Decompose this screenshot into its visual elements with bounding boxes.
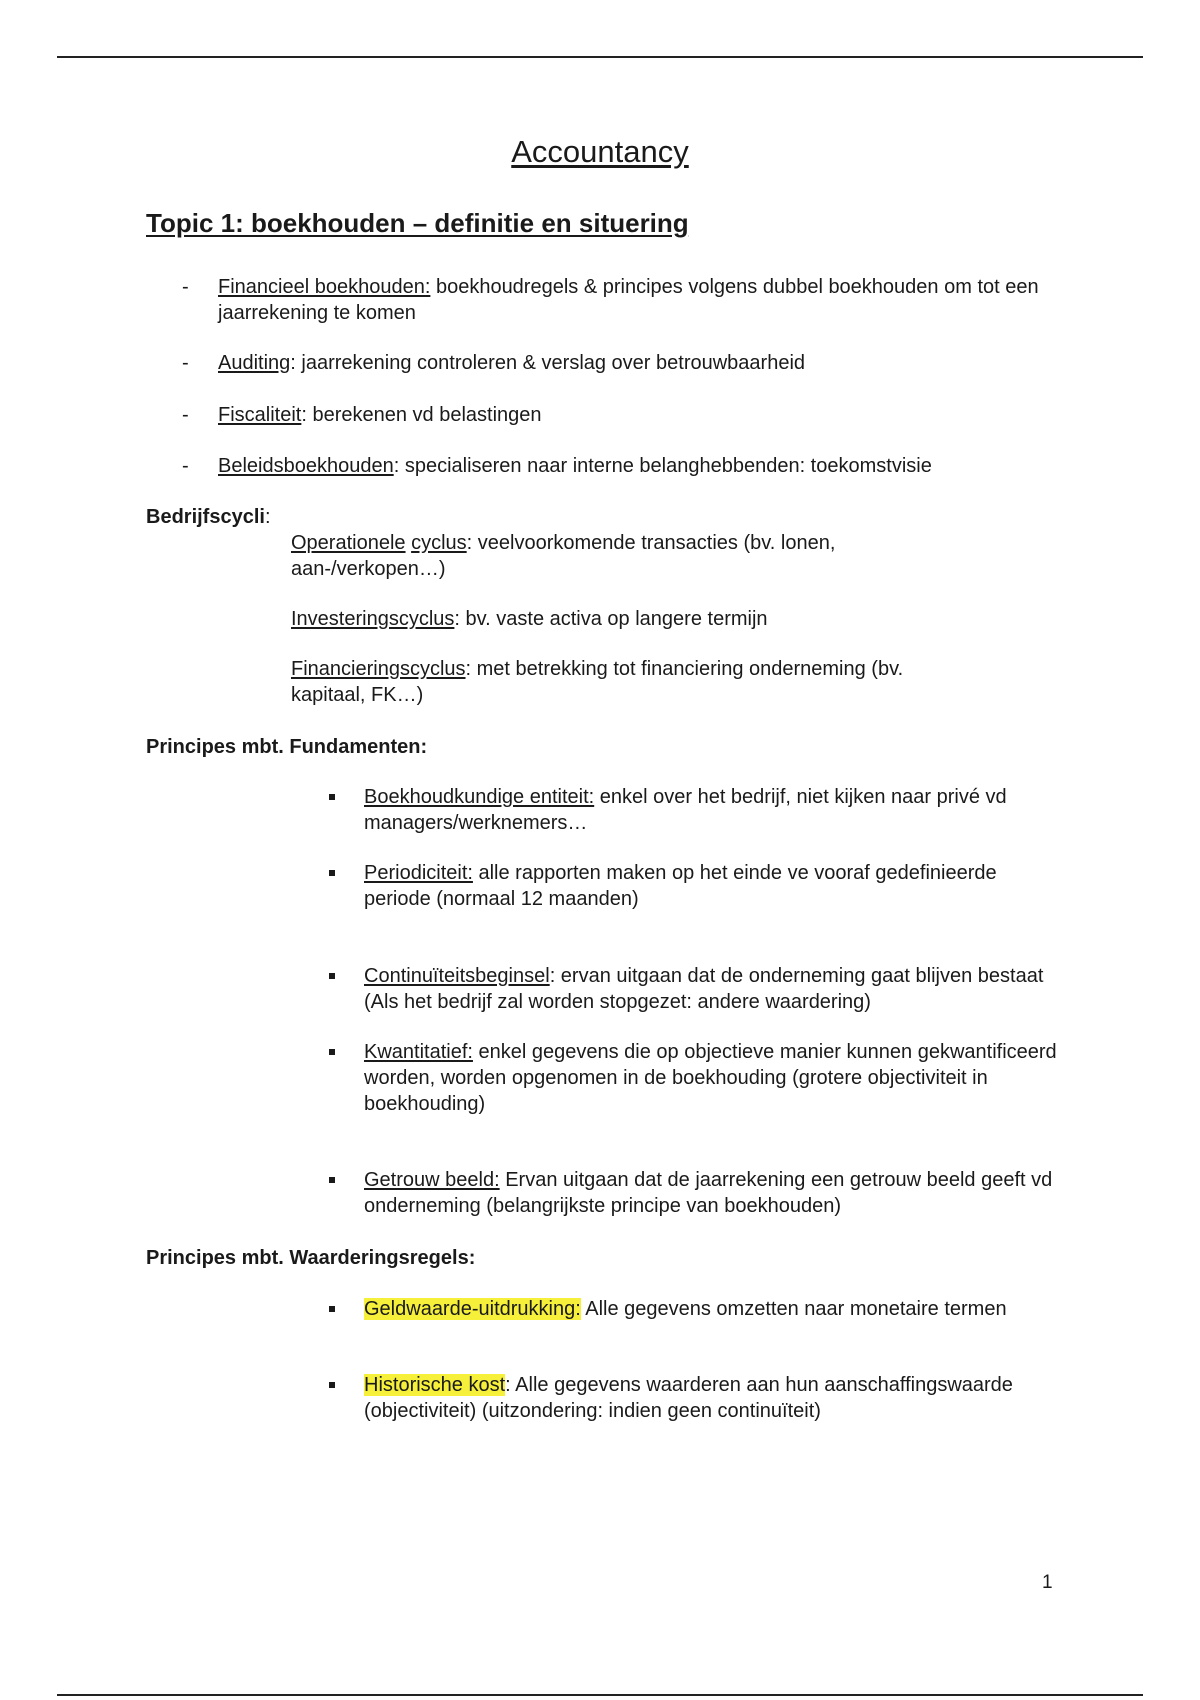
square-bullet-icon <box>329 870 335 876</box>
definition: : bv. vaste activa op langere termijn <box>454 608 768 630</box>
definition: enkel over het bedrijf, niet kijken naar privé vd managers/werknemers… <box>364 786 1007 834</box>
definition: enkel gegevens die op objectieve manier kunnen gekwantificeerd worden, worden opgenomen in de boekhouding (grotere objectiviteit in boekhouding) <box>364 1041 1057 1115</box>
list-item <box>364 860 1064 912</box>
dash-marker: - <box>182 455 189 477</box>
dash-marker: - <box>182 404 189 426</box>
list-item <box>291 606 951 632</box>
list-item <box>291 530 951 582</box>
dash-marker: - <box>182 352 189 374</box>
definition: : met betrekking tot financiering onderneming (bv. kapitaal, FK…) <box>291 658 904 706</box>
definition: : specialiseren naar interne belanghebbenden: toekomstvisie <box>393 455 932 477</box>
square-bullet-icon <box>329 1049 335 1055</box>
term: Financieringscyclus <box>291 658 466 680</box>
bottom-rule <box>57 1694 1143 1696</box>
definition: : jaarrekening controleren & verslag over betrouwbaarheid <box>290 352 806 374</box>
term: Financieel boekhouden: <box>218 276 431 298</box>
definition: Ervan uitgaan dat de jaarrekening een getrouw beeld geeft vd onderneming (belangrijkste principe van boekhouden) <box>364 1169 1053 1217</box>
dash-marker: - <box>182 276 189 298</box>
definition: Alle gegevens omzetten naar monetaire termen <box>580 1298 1007 1320</box>
definition: : veelvoorkomende transacties (bv. lonen, aan-/verkopen…) <box>291 532 836 580</box>
term: Periodiciteit: <box>364 862 473 884</box>
term: Boekhoudkundige entiteit: <box>364 786 595 808</box>
top-rule <box>57 56 1143 58</box>
definition: boekhoudregels & principes volgens dubbel boekhouden om tot een jaarrekening te komen <box>218 276 1039 324</box>
list-item <box>182 402 1078 428</box>
term: Getrouw beeld: <box>364 1169 500 1191</box>
square-bullet-icon <box>329 1382 335 1388</box>
list-item <box>364 1372 1064 1424</box>
term: Operationele <box>291 532 406 554</box>
list-item <box>182 350 1078 376</box>
topic-heading: Topic 1: boekhouden – definitie en situering <box>146 208 689 238</box>
term: Kwantitatief: <box>364 1041 473 1063</box>
term: Continuïteitsbeginsel <box>364 965 550 987</box>
list-item <box>364 1296 1064 1322</box>
list-item <box>364 1039 1064 1117</box>
term: cyclus <box>411 532 467 554</box>
highlighted-term: Historische kost <box>364 1374 506 1396</box>
definition: alle rapporten maken op het einde ve vooraf gedefinieerde periode (normaal 12 maanden) <box>364 862 997 910</box>
term: Fiscaliteit <box>218 404 302 426</box>
page-number: 1 <box>1042 1572 1053 1593</box>
highlighted-term: Geldwaarde-uitdrukking: <box>364 1298 581 1320</box>
section-heading-fundamenten: Principes mbt. Fundamenten: <box>146 736 428 758</box>
list-item <box>364 1167 1064 1219</box>
term: Beleidsboekhouden <box>218 455 394 477</box>
list-item <box>182 274 1078 326</box>
list-item <box>291 656 951 708</box>
section-heading-bedrijfscycli: Bedrijfscycli: <box>146 506 271 528</box>
list-item <box>182 453 1078 479</box>
definition: : Alle gegevens waarderen aan hun aanschaffingswaarde (objectiviteit) (uitzondering: indien geen continuïteit) <box>364 1374 1013 1422</box>
square-bullet-icon <box>329 973 335 979</box>
square-bullet-icon <box>329 794 335 800</box>
term: Investeringscyclus <box>291 608 455 630</box>
definition: : berekenen vd belastingen <box>301 404 542 426</box>
list-item <box>364 963 1064 1015</box>
document-title: Accountancy <box>511 134 689 169</box>
section-heading-waarderingsregels: Principes mbt. Waarderingsregels: <box>146 1247 476 1269</box>
list-item <box>364 784 1064 836</box>
square-bullet-icon <box>329 1177 335 1183</box>
term: Auditing <box>218 352 291 374</box>
definition: : ervan uitgaan dat de onderneming gaat blijven bestaat (Als het bedrijf zal worden stopgezet: andere waardering) <box>364 965 1044 1013</box>
square-bullet-icon <box>329 1306 335 1312</box>
